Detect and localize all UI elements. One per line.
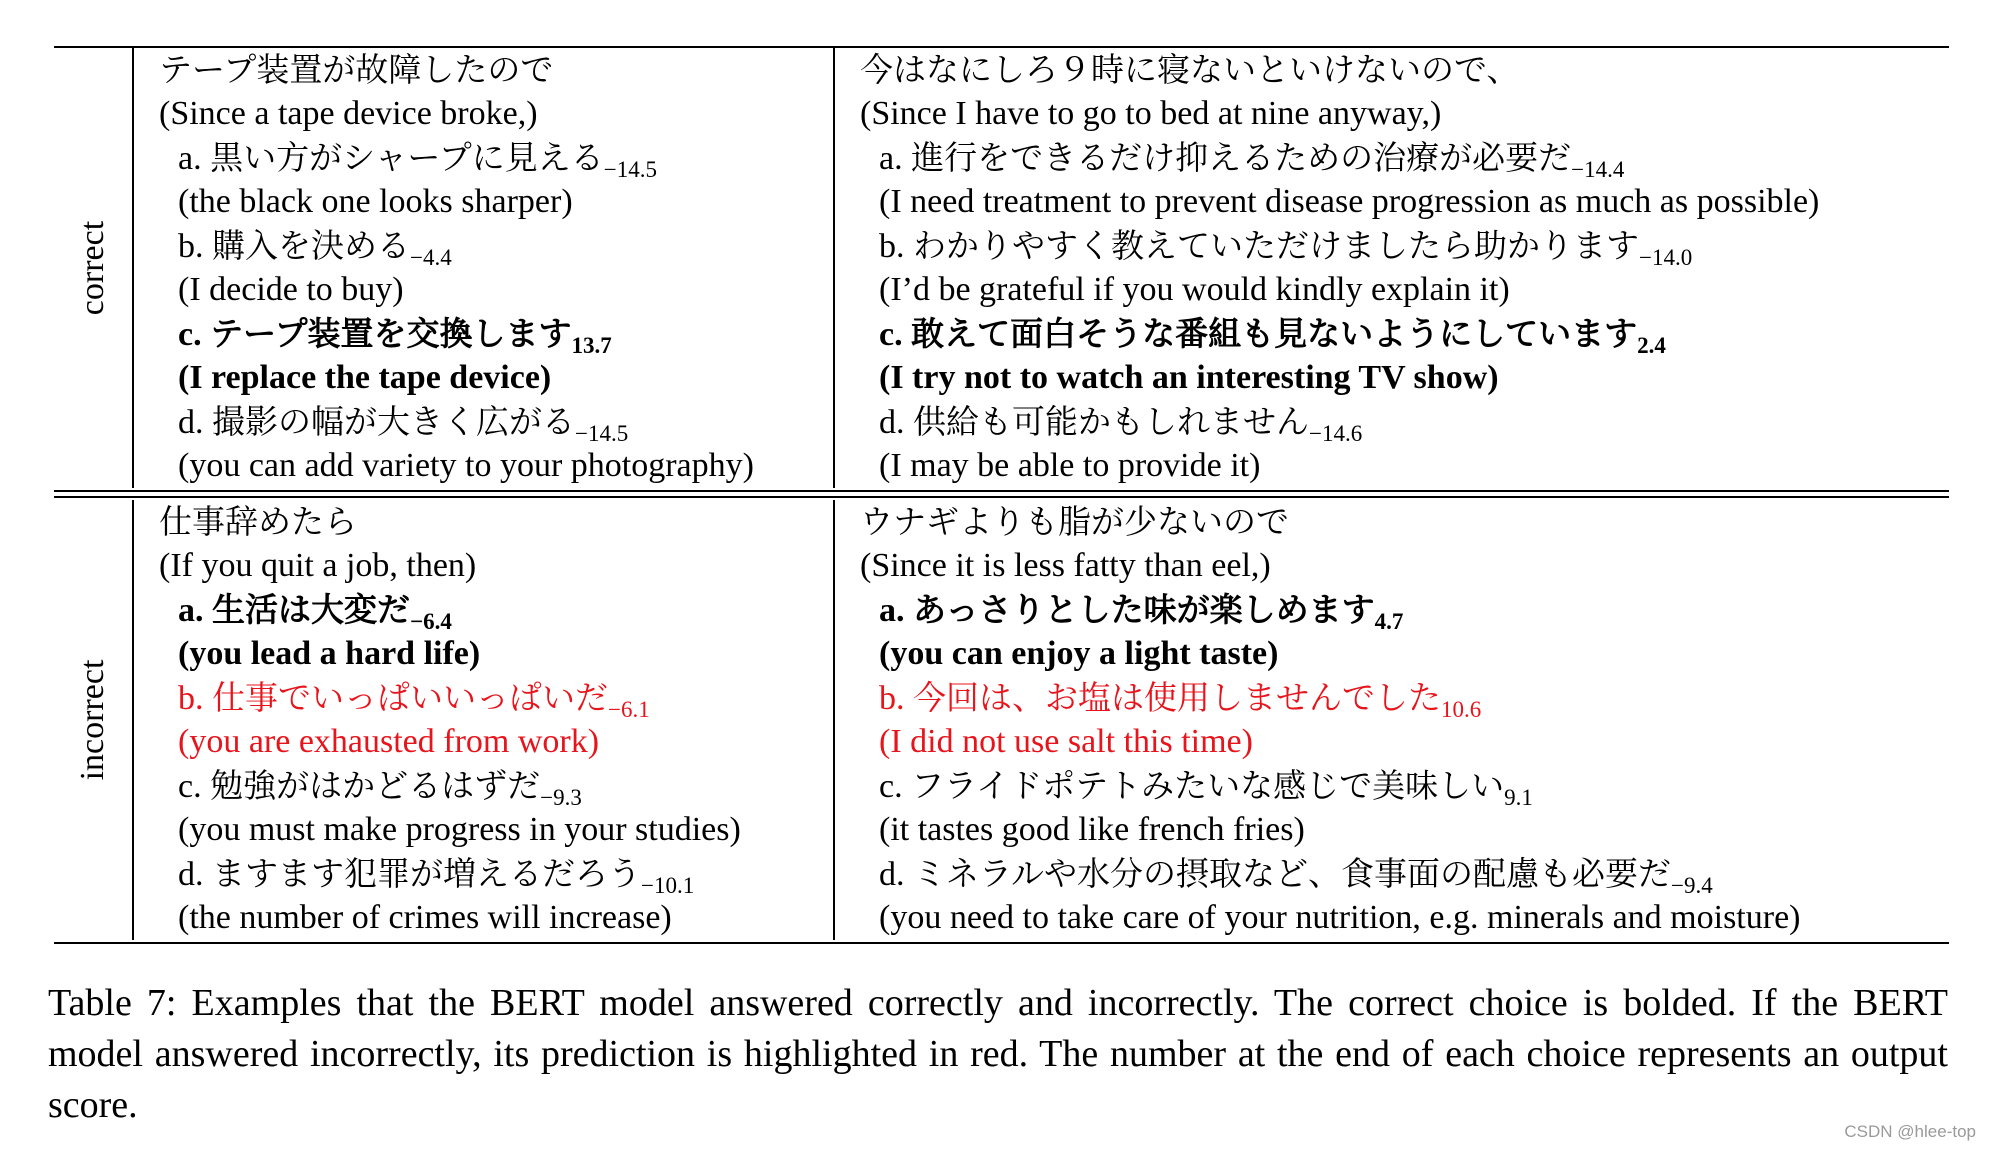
option-score: −4.4: [410, 245, 452, 270]
option-ja: [159, 852, 833, 896]
context-en: (Since I have to go to bed at nine anyway,): [860, 95, 1442, 132]
option-letter: d.: [178, 856, 204, 893]
option-score: −6.1: [608, 697, 650, 722]
option-en: (I decide to buy): [178, 271, 404, 308]
option-ja-text: 黒い方がシャープに見える: [210, 138, 604, 177]
context-ja: 今はなにしろ９時に寝ないといけないので、: [860, 50, 1520, 89]
table-caption: Table 7: Examples that the BERT model answered correctly and incorrectly. The correct choice is bolded. If the BERT model answered incorrectly, its prediction is highlighted in red. The number at the end of each choice represents an output score.: [48, 982, 1948, 1126]
option-letter: a.: [879, 140, 903, 177]
option-ja: [159, 400, 833, 444]
option-score: −14.5: [575, 421, 629, 446]
context-ja: テープ装置が故障したので: [159, 50, 554, 89]
option-score: −14.5: [603, 157, 658, 182]
option-ja: [860, 224, 1949, 268]
option-score: 13.7: [571, 333, 612, 358]
option-letter: d.: [178, 404, 204, 441]
section-incorrect: [54, 500, 1949, 940]
option-ja-predicted: [860, 676, 1949, 720]
example-cell: [134, 500, 835, 940]
option-en-correct: (I try not to watch an interesting TV show): [879, 359, 1499, 396]
option-letter: c.: [178, 316, 202, 353]
option-ja-correct: [860, 588, 1949, 632]
option-ja: [159, 224, 833, 268]
option-en: (you need to take care of your nutrition, e.g. minerals and moisture): [879, 899, 1801, 936]
context-ja: ウナギよりも脂が少ないので: [860, 502, 1289, 541]
option-en: (I need treatment to prevent disease progression as much as possible): [879, 183, 1820, 220]
option-letter: d.: [879, 404, 905, 441]
option-ja: [860, 136, 1949, 180]
option-en-correct: (you lead a hard life): [178, 635, 481, 672]
option-en-predicted: (I did not use salt this time): [879, 723, 1253, 760]
option-ja-text: 供給も可能かもしれません: [913, 402, 1309, 441]
option-score: 2.4: [1637, 333, 1666, 358]
row-label-incorrect: incorrect: [74, 659, 111, 781]
option-letter: a.: [178, 592, 204, 629]
context-en: (Since it is less fatty than eel,): [860, 547, 1271, 584]
watermark: CSDN @hlee-top: [1844, 1122, 1976, 1141]
option-ja: [159, 136, 833, 180]
option-ja-correct: [860, 312, 1949, 356]
context-en: (If you quit a job, then): [159, 547, 477, 584]
option-en-predicted: (you are exhausted from work): [178, 723, 600, 760]
option-letter: a.: [178, 140, 202, 177]
option-letter: d.: [879, 856, 905, 893]
section-correct: [54, 48, 1949, 488]
option-ja-text: 仕事でいっぱいいっぱいだ: [212, 678, 608, 717]
option-letter: b.: [178, 680, 204, 717]
table-bottom: [54, 940, 1949, 944]
option-letter: a.: [879, 592, 905, 629]
option-score: −10.1: [641, 873, 695, 898]
context-ja: 仕事辞めたら: [159, 502, 357, 541]
option-ja-correct: [159, 588, 833, 632]
option-score: −14.0: [1639, 245, 1693, 270]
option-ja-text: 進行をできるだけ抑えるための治療が必要だ: [911, 138, 1572, 177]
row-label-cell: [54, 48, 134, 488]
option-en: (the number of crimes will increase): [178, 899, 672, 936]
option-en: (the black one looks sharper): [178, 183, 573, 220]
option-letter: c.: [879, 768, 903, 805]
section-separator: [54, 488, 1949, 500]
option-score: 9.1: [1504, 785, 1533, 810]
row-label-correct: correct: [74, 220, 111, 316]
option-ja-text: 敢えて面白そうな番組も見ないようにしています: [911, 314, 1638, 353]
option-ja-text: 勉強がはかどるはずだ: [210, 766, 541, 805]
option-ja-text: ミネラルや水分の摂取など、食事面の配慮も必要だ: [913, 854, 1672, 893]
option-en-correct: (you can enjoy a light taste): [879, 635, 1279, 672]
option-letter: b.: [879, 680, 905, 717]
option-en-correct: (I replace the tape device): [178, 359, 552, 396]
option-ja-correct: [159, 312, 833, 356]
option-letter: b.: [879, 228, 905, 265]
option-ja-text: わかりやすく教えていただけましたら助かります: [913, 226, 1639, 265]
option-ja: [159, 764, 833, 808]
option-en: (it tastes good like french fries): [879, 811, 1305, 848]
option-letter: b.: [178, 228, 204, 265]
row-label-cell: [54, 500, 134, 940]
table-bottom-rule: [54, 942, 1949, 944]
option-ja-text: テープ装置を交換します: [210, 314, 572, 353]
separator-rule: [54, 496, 1949, 498]
option-ja-text: 購入を決める: [212, 226, 410, 265]
option-score: 4.7: [1374, 609, 1404, 634]
option-ja-text: フライドポテトみたいな感じで美味しい: [911, 766, 1505, 805]
option-ja-text: あっさりとした味が楽しめます: [913, 590, 1375, 629]
option-score: 10.6: [1441, 697, 1482, 722]
option-en: (I may be able to provide it): [879, 447, 1261, 484]
option-en: (I’d be grateful if you would kindly explain it): [879, 271, 1510, 308]
option-ja-text: 撮影の幅が大きく広がる: [212, 402, 575, 441]
option-ja-predicted: [159, 676, 833, 720]
option-en: (you must make progress in your studies): [178, 811, 741, 848]
separator-rule: [54, 490, 1949, 492]
example-cell: [134, 48, 835, 488]
option-score: −14.4: [1571, 157, 1625, 182]
option-score: −9.4: [1671, 873, 1713, 898]
option-ja-text: ますます犯罪が増えるだろう: [212, 854, 641, 893]
option-ja: [860, 400, 1949, 444]
example-cell: [835, 48, 1949, 488]
option-letter: c.: [879, 316, 903, 353]
option-score: −9.3: [540, 785, 582, 810]
option-score: −6.4: [410, 609, 452, 634]
option-ja: [860, 764, 1949, 808]
option-score: −14.6: [1309, 421, 1363, 446]
option-ja-text: 生活は大変だ: [212, 590, 410, 629]
context-en: (Since a tape device broke,): [159, 95, 538, 132]
option-en: (you can add variety to your photography): [178, 447, 754, 484]
option-letter: c.: [178, 768, 202, 805]
examples-table: [54, 46, 1949, 944]
option-ja-text: 今回は、お塩は使用しませんでした: [913, 678, 1441, 717]
option-ja: [860, 852, 1949, 896]
example-cell: [835, 500, 1949, 940]
